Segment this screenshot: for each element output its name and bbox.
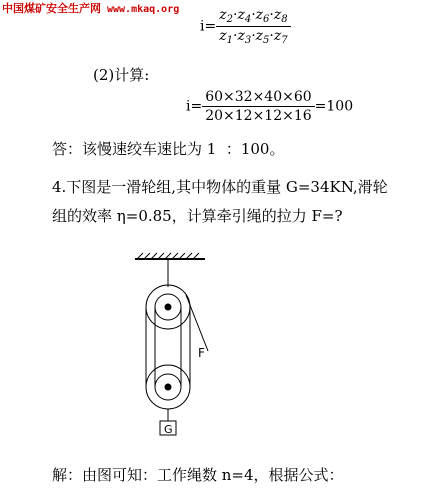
formula1-variable: $z_1$ bbox=[219, 28, 233, 46]
formula2-result: =100 bbox=[314, 98, 354, 115]
formula1-variable: $z_2$ bbox=[219, 7, 233, 25]
formula1-variable: $z_8$ bbox=[273, 7, 288, 25]
formula1-variable: $z_4$ bbox=[237, 7, 252, 25]
lower-pulley-block bbox=[146, 365, 190, 409]
calculation-formula bbox=[186, 89, 353, 124]
gear-ratio-formula bbox=[200, 7, 291, 46]
formula2-denominator: 20×12×12×16 bbox=[205, 108, 312, 124]
ceiling-hatch bbox=[135, 253, 205, 259]
watermark-site-name: 中国煤矿安全生产网 bbox=[2, 2, 101, 15]
formula2-fraction bbox=[202, 89, 314, 124]
formula1-variable: $z_5$ bbox=[255, 28, 270, 46]
watermark-url: www.mkaq.org bbox=[107, 4, 180, 15]
formula2-lhs: i= bbox=[186, 98, 203, 115]
formula1-lhs: i= bbox=[200, 18, 217, 35]
formula1-variable: $z_7$ bbox=[273, 28, 288, 46]
pulley-diagram bbox=[120, 245, 230, 440]
solution-text: 解：由图可知：工作绳数 n=4，根据公式： bbox=[52, 466, 344, 484]
weight-label: G bbox=[164, 423, 173, 436]
formula2-numerator: 60×32×40×60 bbox=[202, 89, 314, 107]
force-label: F bbox=[198, 346, 205, 360]
formula1-numerator: $z_2\cdot z_4\cdot z_6\cdot z_8$ bbox=[216, 7, 290, 27]
formula1-denominator: $z_1\cdot z_3\cdot z_5\cdot z_7$ bbox=[219, 28, 288, 46]
rope bbox=[146, 295, 208, 387]
watermark bbox=[2, 0, 179, 16]
formula1-variable: $z_3$ bbox=[237, 28, 252, 46]
formula1-variable: $z_6$ bbox=[255, 7, 270, 25]
upper-pulley-block bbox=[146, 285, 190, 329]
answer-text: 答：该慢速绞车速比为 1 ：100。 bbox=[52, 140, 285, 158]
step2-label: (2)计算: bbox=[93, 66, 150, 84]
question-line2: 组的效率 η=0.85，计算牵引绳的拉力 F=? bbox=[52, 207, 343, 225]
question-line1: 4.下图是一滑轮组,其中物体的重量 G=34KN,滑轮 bbox=[52, 178, 388, 196]
formula1-fraction bbox=[216, 7, 290, 46]
